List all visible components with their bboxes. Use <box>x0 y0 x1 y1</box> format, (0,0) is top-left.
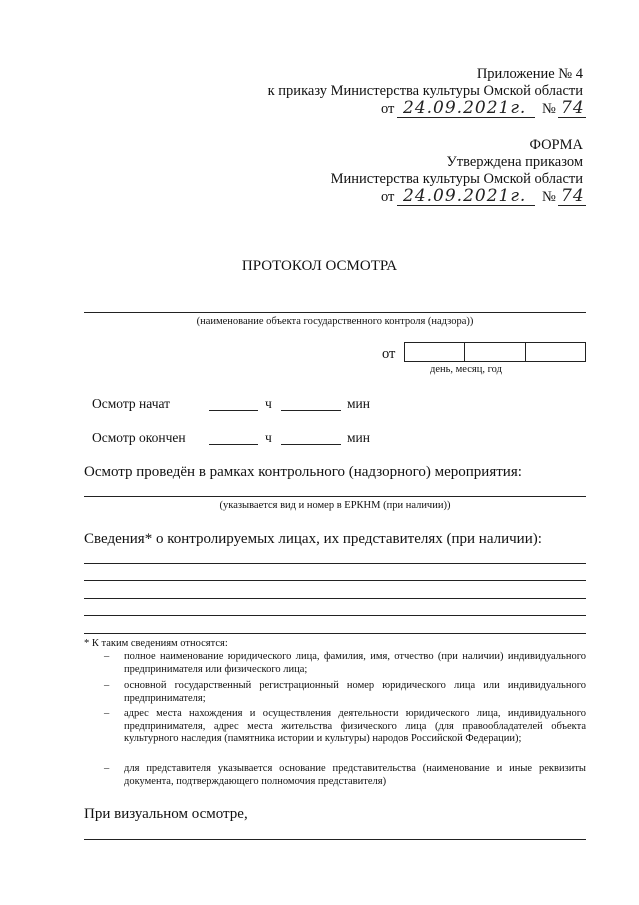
persons-line-1[interactable] <box>84 563 586 564</box>
form-number-field <box>558 186 586 206</box>
end-hours-unit: ч <box>265 430 272 445</box>
date-prefix: от <box>381 101 395 117</box>
persons-line-4[interactable] <box>84 615 586 616</box>
order-date-field <box>397 98 535 118</box>
form-date-field <box>397 186 535 206</box>
form-number-prefix: № <box>542 189 556 205</box>
page-title: ПРОТОКОЛ ОСМОТРА <box>241 258 398 274</box>
order-number-handwritten: 74 <box>561 98 585 118</box>
footnote-item: полное наименование юридического лица, фамилия, имя, отчество (при наличии) индивидуального предпринимателя или физического лица; <box>124 651 586 675</box>
end-minutes-unit: мин <box>347 430 370 445</box>
persons-info-label: Сведения* о контролируемых лицах, их представителях (при наличии): <box>84 531 542 547</box>
footnote-dash: – <box>104 680 110 691</box>
appendix-number: Приложение № 4 <box>476 66 583 82</box>
year-box[interactable] <box>526 343 585 361</box>
control-event-label: Осмотр проведён в рамках контрольного (надзорного) мероприятия: <box>84 464 522 480</box>
object-name-caption: (наименование объекта государственного контроля (надзора)) <box>196 316 474 327</box>
start-minutes-field[interactable] <box>281 410 341 411</box>
control-event-line[interactable] <box>84 496 586 497</box>
month-box[interactable] <box>465 343 525 361</box>
order-date-handwritten: 24.09.2021г. <box>403 98 527 118</box>
number-prefix: № <box>542 101 556 117</box>
form-date-prefix: от <box>381 189 395 205</box>
form-label: ФОРМА <box>529 137 583 153</box>
inspection-end-label: Осмотр окончен <box>92 430 186 445</box>
object-name-line[interactable] <box>84 312 586 313</box>
visual-inspection-line[interactable] <box>84 839 586 840</box>
footnote-dash: – <box>104 763 110 774</box>
form-number-handwritten: 74 <box>561 186 585 206</box>
start-minutes-unit: мин <box>347 396 370 411</box>
inspection-start-label: Осмотр начат <box>92 396 171 411</box>
day-box[interactable] <box>405 343 465 361</box>
footnote-dash: – <box>104 651 110 662</box>
start-hours-field[interactable] <box>209 410 258 411</box>
persons-line-2[interactable] <box>84 580 586 581</box>
date-field-prefix: от <box>382 346 396 362</box>
start-hours-unit: ч <box>265 396 272 411</box>
order-number-field <box>558 98 586 118</box>
form-date-handwritten: 24.09.2021г. <box>403 186 527 206</box>
date-field-caption: день, месяц, год <box>430 364 502 375</box>
control-event-caption: (указывается вид и номер в ЕРКНМ (при наличии)) <box>219 500 451 511</box>
order-reference: к приказу Министерства культуры Омской области <box>267 83 583 99</box>
footnote-title: * К таким сведениям относятся: <box>84 638 228 649</box>
date-boxes <box>404 342 586 362</box>
ministry-label: Министерства культуры Омской области <box>330 171 583 187</box>
approved-label: Утверждена приказом <box>446 154 583 170</box>
footnote-item: адрес места нахождения и осуществления деятельности юридического лица, индивидуального предпринимателя, адрес места жительства физического лица (для правообладателей объекта культурного наследия (памятника истории и культуры) народов Российской Федерации); <box>124 708 586 744</box>
visual-inspection-label: При визуальном осмотре, <box>84 806 248 822</box>
end-minutes-field[interactable] <box>281 444 341 445</box>
footnote-item: для представителя указывается основание представительства (наименование и иные реквизиты документа, подтверждающего полномочия представителя) <box>124 763 586 787</box>
footnote-item: основной государственный регистрационный номер юридического лица или индивидуального предпринимателя; <box>124 680 586 704</box>
persons-line-3[interactable] <box>84 598 586 599</box>
footnote-dash: – <box>104 708 110 719</box>
end-hours-field[interactable] <box>209 444 258 445</box>
persons-line-5[interactable] <box>84 633 586 634</box>
